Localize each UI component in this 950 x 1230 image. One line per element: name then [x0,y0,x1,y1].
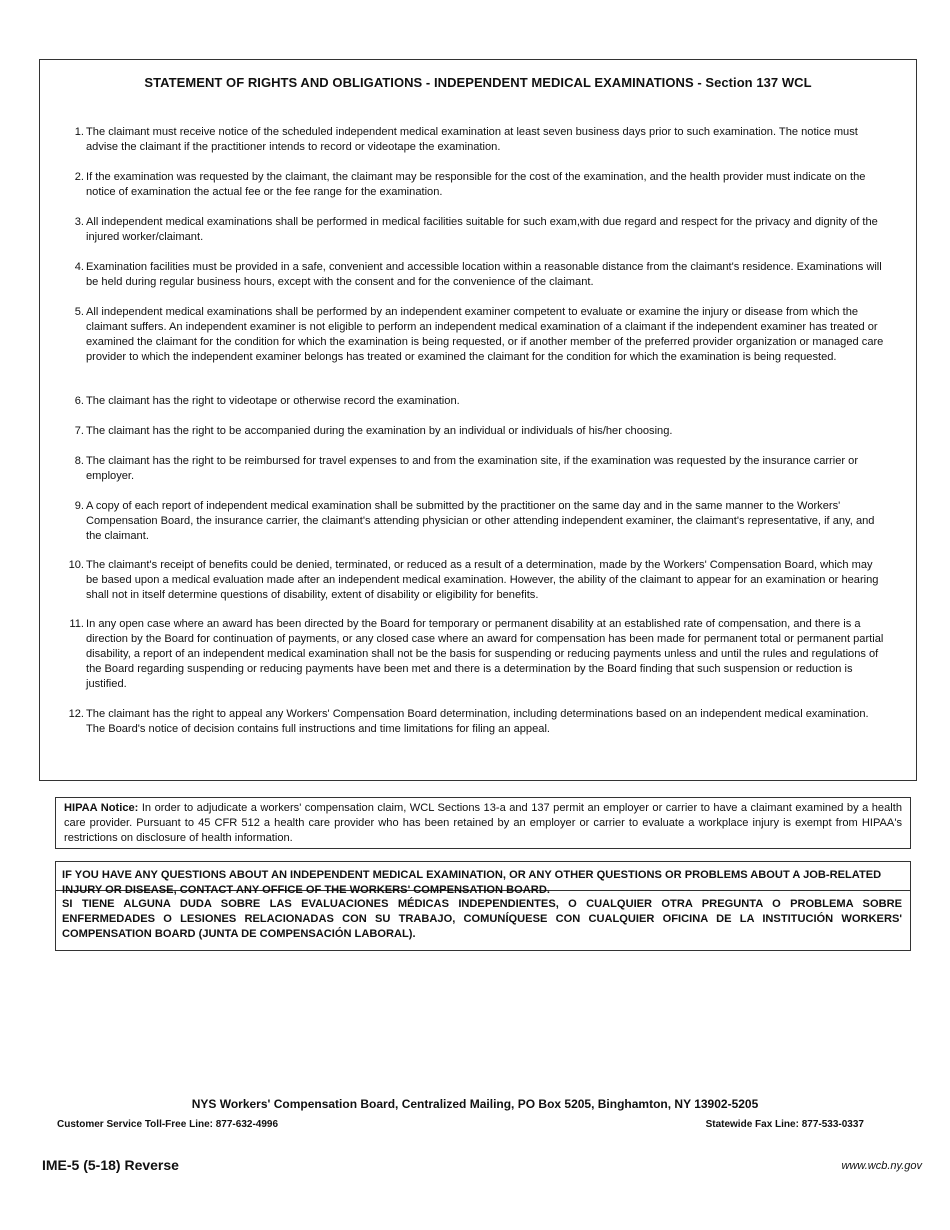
list-item [74,215,886,245]
fax-line: Statewide Fax Line: 877-533-0337 [705,1119,864,1130]
item-text: All independent medical examinations shall be performed by an independent examiner competent to evaluate or examine the injury or disease from which the claimant suffers. An independent examiner is not eligible to perform an independent medical examination of a claimant if the independent examiner has treated or examined the claimant for the condition for which the examination is being requested, or if another member of the preferred provider organization or managed care provider to which the independent examiner belongs has treated or examined the claimant for the condition for which the examination is being requested. [86,306,884,363]
item-number: 8. [74,455,84,467]
item-number: 4. [74,261,84,273]
item-text: A copy of each report of independent medical examination shall be submitted by the practitioner on the same day and in the same manner to the Workers' Compensation Board, the insurance carrier, the claimant's attending physician or other attending independent examiner, the claimant's representative, if any, and the claimant. [86,500,875,542]
list-item [74,260,886,290]
list-item [74,125,886,155]
list-item [68,707,886,737]
questions-notice [55,861,911,951]
list-item [74,394,886,409]
item-text: If the examination was requested by the claimant, the claimant may be responsible for the cost of the examination, and the health provider must indicate on the notice of examination the actual fee or the fee range for the examination. [86,171,866,198]
list-item [74,499,886,544]
item-number: 2. [74,171,84,183]
item-number: 7. [74,425,84,437]
item-text: All independent medical examinations shall be performed in medical facilities suitable for such exam,with due regard and respect for the privacy and dignity of the injured worker/claimant. [86,216,878,243]
item-text: The claimant has the right to appeal any Workers' Compensation Board determination, including determinations based on an independent medical examination. The Board's notice of decision contains full instructions and time limitations for filing an appeal. [86,708,869,735]
item-number: 10. [68,559,84,571]
item-number: 9. [74,500,84,512]
list-item [68,558,886,603]
item-text: The claimant's receipt of benefits could be denied, terminated, or reduced as a result of a determination, made by the Workers' Compensation Board, which may be based upon a medical evaluation made after an independent medical examination. However, the ability of the claimant to appear for an examination or hearing shall not in itself determine questions of disability, extent of disability or eligibility for benefits. [86,559,879,601]
list-item [74,454,886,484]
hipaa-notice [55,797,911,849]
statement-box [39,59,917,781]
item-number: 3. [74,216,84,228]
list-item [74,424,886,439]
questions-spanish: SI TIENE ALGUNA DUDA SOBRE LAS EVALUACIONES MÉDICAS INDEPENDIENTES, O CUALQUIER OTRA PREGUNTA O PROBLEMA SOBRE ENFERMEDADES O LESIONES RELACIONADAS CON SU TRABAJO, COMUNÍQUESE CON CUALQUIER OFICINA DE LA INSTITUCIÓN WORKERS' COMPENSATION BOARD (JUNTA DE COMPENSACIÓN LABORAL). [62,898,902,940]
website-link[interactable]: www.wcb.ny.gov [841,1160,922,1172]
hipaa-text: In order to adjudicate a workers' compensation claim, WCL Sections 13-a and 137 permit an employer or carrier to have a claimant examined by a health care provider. Pursuant to 45 CFR 512 a health care provider who has been retained by an employer or carrier to evaluate a workplace injury is exempt from HIPAA's restrictions on disclosure of health information. [64,802,902,844]
list-item [74,305,886,365]
item-text: The claimant must receive notice of the scheduled independent medical examination at least seven business days prior to such examination. The notice must advise the claimant if the practitioner intends to record or videotape the examination. [86,126,858,153]
form-id: IME-5 (5-18) Reverse [42,1157,179,1173]
toll-free-line: Customer Service Toll-Free Line: 877-632-4996 [57,1119,279,1130]
statement-title: STATEMENT OF RIGHTS AND OBLIGATIONS - INDEPENDENT MEDICAL EXAMINATIONS - Section 137 WCL [144,75,812,90]
questions-english: IF YOU HAVE ANY QUESTIONS ABOUT AN INDEPENDENT MEDICAL EXAMINATION, OR ANY OTHER QUESTIONS OR PROBLEMS ABOUT A JOB-RELATED INJURY OR DISEASE, CONTACT ANY OFFICE OF THE WORKERS' COMPENSATION BOARD. [56,862,910,891]
hipaa-label: HIPAA Notice: [64,802,139,814]
item-text: The claimant has the right to be accompanied during the examination by an individual or individuals of his/her choosing. [86,425,673,437]
item-number: 12. [68,708,84,720]
item-number: 5. [74,306,84,318]
item-number: 6. [74,395,84,407]
board-address: NYS Workers' Compensation Board, Centralized Mailing, PO Box 5205, Binghamton, NY 13902-5205 [191,1097,759,1111]
item-text: The claimant has the right to be reimbursed for travel expenses to and from the examination site, if the examination was requested by the insurance carrier or employer. [86,455,859,482]
item-text: The claimant has the right to videotape or otherwise record the examination. [86,395,460,407]
item-text: In any open case where an award has been directed by the Board for temporary or permanent disability at an established rate of compensation, and there is a direction by the Board for continuation of payments, or any closed case where an award for compensation has been made for permanent total or permanent partial disability, a report of an independent medical examination shall not be the basis for suspending or reducing payments unless and until the rules and regulations of the Board regarding suspending or reducing payments have been met and there is a determination by the Board finding that such suspension or reduction is justified. [86,618,884,690]
item-number: 1. [74,126,84,138]
list-item [69,617,886,692]
item-number: 11. [69,618,84,630]
list-item [74,170,886,200]
item-text: Examination facilities must be provided in a safe, convenient and accessible location within a reasonable distance from the claimant's residence. Examinations will be held during regular business hours, except with the consent and for the convenience of the claimant. [86,261,882,288]
